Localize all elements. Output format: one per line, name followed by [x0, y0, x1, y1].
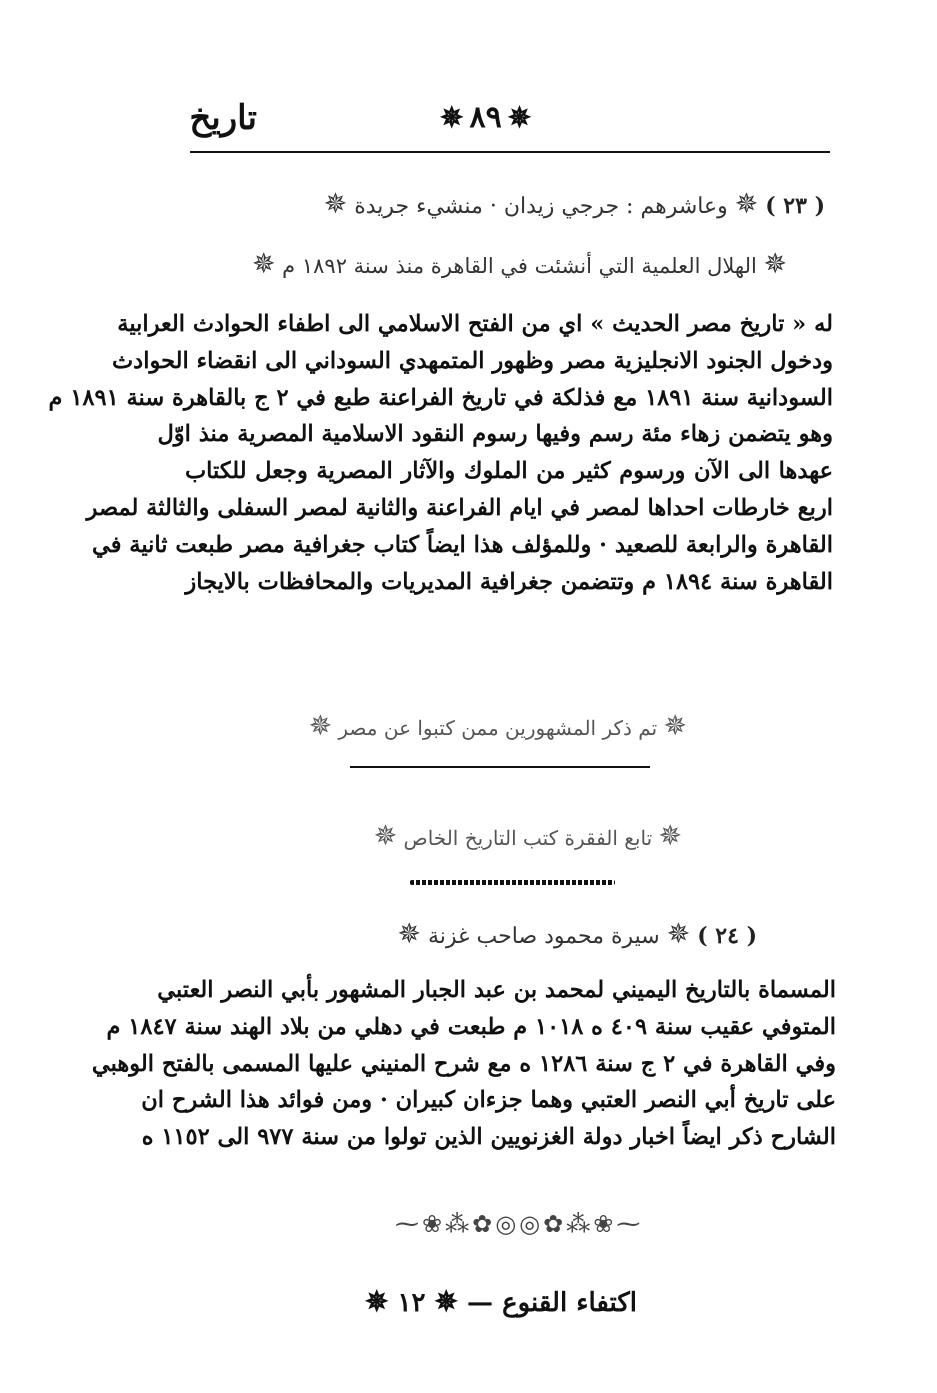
text-line: الشارح ذكر ايضاً اخبار دولة الغزنويين الذين تولوا من سنة ٩٧٧ الى ١١٥٢ ه	[141, 1124, 836, 1151]
footer-separator: —	[467, 1288, 494, 1318]
text-line: المتوفي عقيب سنة ٤٠٩ ه ١٠١٨ م طبعت في دهلي من بلاد الهند سنة ١٨٤٧ م	[106, 1013, 836, 1040]
floral-ornament-icon: ⁓❀⁂✿◎◎✿⁂❀⁓	[395, 1210, 644, 1238]
page-number-value: ٨٩	[469, 100, 502, 135]
text-line: له « تاريخ مصر الحديث » اي من الفتح الاسلامي الى اطفاء الحوادث العرابية	[117, 311, 833, 337]
text-line: المسماة بالتاريخ اليميني لمحمد بن عبد الجبار المشهور بأبي النصر العتبي	[157, 977, 836, 1003]
entry-24-heading-text: سيرة محمود صاحب غزنة	[428, 924, 660, 949]
text-line: السودانية سنة ١٨٩١ مع فذلكة في تاريخ الفراعنة طبع في ٢ ج بالقاهرة سنة ١٨٩١ م	[48, 384, 833, 411]
star-ornament-icon: ✵	[763, 247, 787, 280]
entry-23-paragraph	[48, 306, 833, 600]
star-ornament-icon: ✵	[308, 709, 333, 742]
star-ornament-icon: ✵	[734, 187, 759, 220]
text-line: القاهرة والرابعة للصعيد · وللمؤلف هذا ايضاً كتاب جغرافية مصر طبعت ثانية في	[91, 531, 833, 558]
text-line: ودخول الجنود الانجليزية مصر وظهور المتمهدي السوداني الى انقضاء الحوادث	[112, 347, 833, 374]
star-ornament-icon: ✵	[373, 819, 398, 852]
star-ornament-icon: ✵	[507, 100, 532, 134]
entry-23-heading-text: وعاشرهم : جرجي زيدان · منشيء جريدة	[354, 194, 728, 219]
star-ornament-icon: ✵	[658, 819, 682, 852]
star-ornament-icon: ✵	[440, 100, 464, 134]
entry-23-subheading	[252, 247, 787, 280]
page-number	[440, 100, 531, 135]
footer-label: اكتفاء القنوع	[502, 1288, 637, 1318]
section-heading-2-text: تابع الفقرة كتب التاريخ الخاص	[403, 826, 653, 850]
entry-24-paragraph	[91, 972, 836, 1156]
entry-24-heading	[397, 917, 757, 950]
star-ornament-icon: ✵	[397, 917, 421, 950]
entry-23-subheading-text: الهلال العلمية التي أنشئت في القاهرة منذ سنة ١٨٩٢ م	[282, 254, 757, 278]
text-line: القاهرة سنة ١٨٩٤ م وتتضمن جغرافية المديريات والمحافظات بالايجاز	[185, 568, 833, 595]
section-heading-1-text: تم ذكر المشهورين ممن كتبوا عن مصر	[338, 716, 658, 740]
running-title: تاريخ	[189, 98, 257, 138]
entry-24-number: ( ٢٤ )	[697, 923, 757, 949]
star-ornament-icon: ✵	[434, 1285, 458, 1318]
star-ornament-icon: ✵	[364, 1285, 389, 1318]
text-line: اربع خارطات احداها لمصر في ايام الفراعنة والثانية لمصر السفلى والثالثة لمصر	[86, 494, 833, 521]
text-line: وفي القاهرة في ٢ ج سنة ١٢٨٦ ه مع شرح المنيني عليها المسمى بالفتح الوهبي	[91, 1050, 836, 1077]
entry-23-heading	[323, 187, 825, 220]
text-line: على تاريخ أبي النصر العتبي وهما جزءان كبيران · ومن فوائد هذا الشرح ان	[141, 1087, 836, 1114]
footer-number: ١٢	[397, 1288, 426, 1318]
text-line: عهدها الى الآن ورسوم كثير من الملوك والآثار المصرية وجعل للكتاب	[185, 458, 833, 485]
entry-23-number: ( ٢٣ )	[765, 193, 825, 219]
section-divider	[350, 766, 650, 768]
section-heading-2	[373, 819, 682, 852]
footer-signature	[364, 1285, 637, 1318]
chain-divider	[410, 880, 615, 885]
star-ornament-icon: ✵	[252, 247, 276, 280]
star-ornament-icon: ✵	[666, 917, 691, 950]
header-rule	[190, 151, 830, 153]
text-line: وهو يتضمن زهاء مئة رسم وفيها رسوم النقود الاسلامية المصرية منذ اوّل	[157, 421, 833, 448]
section-heading-1	[308, 709, 687, 742]
star-ornament-icon: ✵	[663, 709, 687, 742]
star-ornament-icon: ✵	[323, 187, 348, 220]
